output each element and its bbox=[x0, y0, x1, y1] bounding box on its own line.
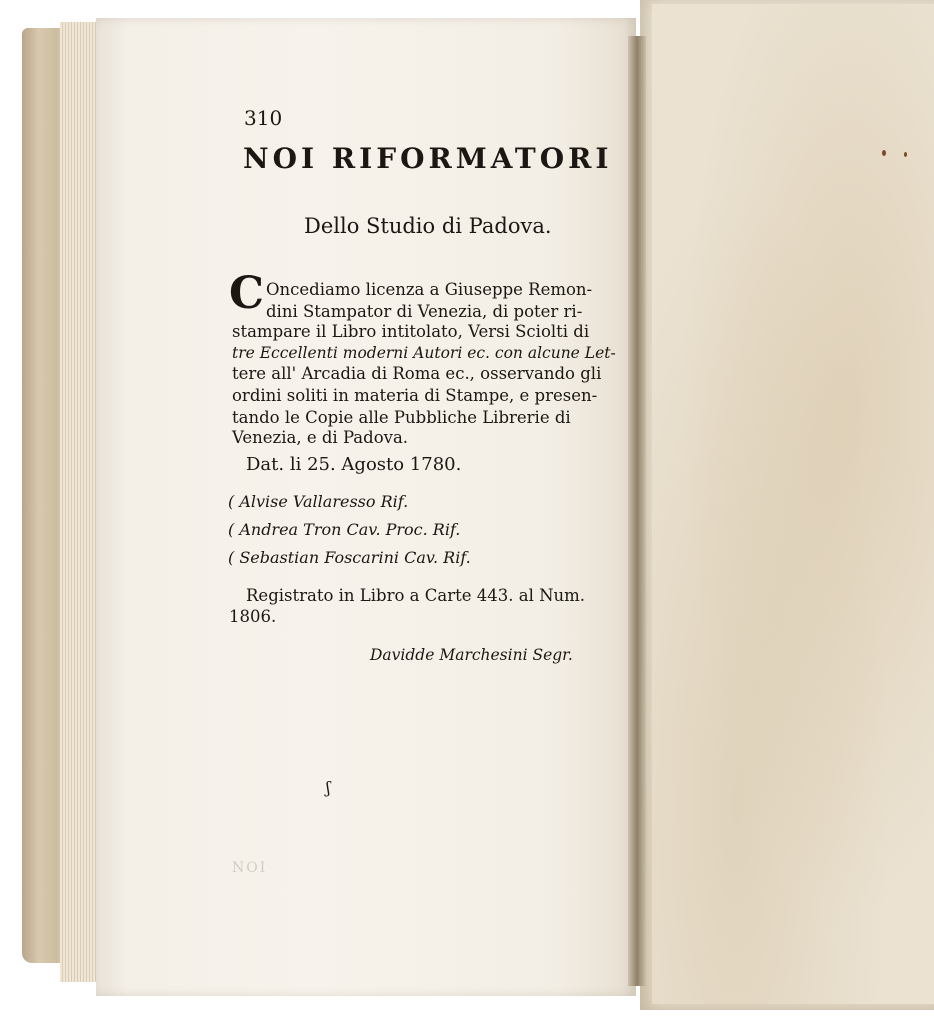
body-line: ordini soliti in materia di Stampe, e presen- bbox=[232, 386, 598, 405]
body-line: tere all' Arcadia di Roma ec., osservando gli bbox=[232, 364, 602, 383]
body-line: stampare il Libro intitolato, Versi Sciolti di bbox=[232, 322, 590, 341]
body-line: Venezia, e di Padova. bbox=[232, 428, 409, 447]
page-title: NOI RIFORMATORI bbox=[243, 142, 613, 175]
ink-stain bbox=[904, 152, 907, 157]
gutter bbox=[628, 36, 646, 986]
page-subtitle: Dello Studio di Padova. bbox=[304, 214, 552, 238]
ornament-mark: ʃ bbox=[326, 778, 331, 797]
show-through-catchword: NOI bbox=[232, 860, 268, 876]
body-line: tre Eccellenti moderni Autori ec. con alcune Let- bbox=[232, 344, 616, 362]
ink-stain bbox=[882, 150, 886, 156]
signatory: ( Sebastian Foscarini Cav. Rif. bbox=[228, 548, 471, 567]
secretary-signature: Davidde Marchesini Segr. bbox=[370, 646, 573, 664]
blank-facing-page bbox=[652, 4, 934, 1004]
page-number: 310 bbox=[244, 106, 283, 130]
date-line: Dat. li 25. Agosto 1780. bbox=[246, 454, 462, 475]
registration-line: Registrato in Libro a Carte 443. al Num. bbox=[246, 586, 586, 605]
registration-line: 1806. bbox=[229, 607, 277, 626]
body-line: dini Stampator di Venezia, di poter ri- bbox=[266, 302, 583, 321]
drop-cap: C bbox=[229, 268, 265, 319]
body-line: tando le Copie alle Pubbliche Librerie di bbox=[232, 408, 571, 427]
body-line: Oncediamo licenza a Giuseppe Remon- bbox=[266, 280, 593, 299]
signatory: ( Alvise Vallaresso Rif. bbox=[228, 492, 409, 511]
signatory: ( Andrea Tron Cav. Proc. Rif. bbox=[228, 520, 461, 539]
